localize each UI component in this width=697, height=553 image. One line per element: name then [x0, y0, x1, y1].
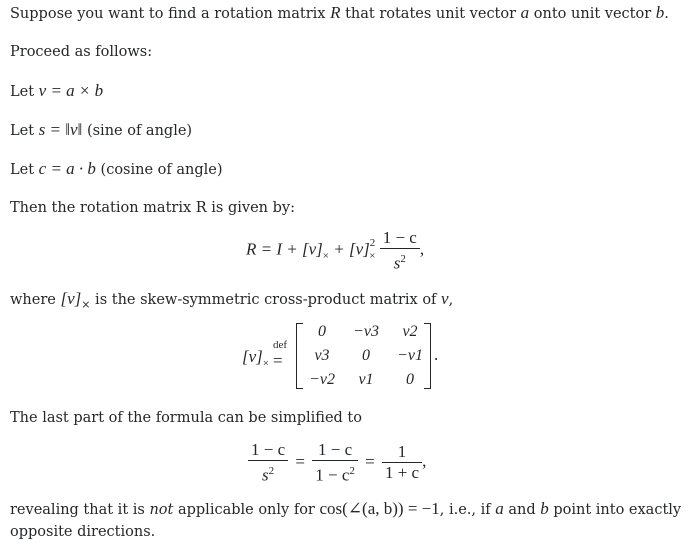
matrix-cell: 0: [318, 323, 326, 340]
intro-line: Suppose you want to find a rotation matrix R that rotates unit vector a onto unit vector b.: [10, 3, 669, 22]
let-s-line: Let s = ‖v‖ (sine of angle): [10, 120, 193, 139]
where-line: where $[v]_\times$ is the skew-symmetric cross-product matrix of v,: [10, 289, 454, 311]
def-equals: =: [273, 351, 283, 370]
simplified-line: The last part of the formula can be simplified to: [10, 410, 362, 426]
def-label: def: [273, 339, 288, 351]
proceed-line: Proceed as follows:: [10, 44, 153, 60]
matrix-cell: 0: [362, 347, 370, 364]
matrix-cell: v3: [314, 347, 330, 364]
matrix-cell: −v1: [397, 347, 423, 364]
matrix-cell: −v3: [353, 323, 379, 340]
rotation-formula: $R = I + [v]_\times + [v]^2_\times$ $\frac{1 - c}{s^2}$ ,: [246, 228, 425, 273]
let-v-line: Let v = a × b: [10, 81, 104, 100]
rotation-fraction: $\frac{1 - c}{s^2}$: [380, 228, 420, 274]
matrix-cell: −v2: [309, 371, 335, 388]
cross-matrix-lhs: $[v]_\times$: [242, 347, 269, 370]
simplification-formula: $\frac{1 - c}{s^2}$ = $\frac{1 - c}{1 - c^2}$ = $\frac{1}{1 + c}$ ,: [248, 440, 426, 486]
matrix-right-bracket: [424, 323, 431, 389]
let-c-line: Let c = a · b (cosine of angle): [10, 159, 223, 178]
matrix-cell: v2: [402, 323, 418, 340]
matrix-cell: 0: [406, 371, 414, 388]
revealing-line: revealing that it is not applicable only for cos(∠(a, b)) = −1, i.e., if a and b point into exactly: [10, 499, 682, 518]
matrix-period: .: [434, 345, 439, 364]
then-line: Then the rotation matrix R is given by:: [10, 200, 295, 216]
matrix-cell: v1: [358, 371, 374, 388]
opposite-line: opposite directions.: [10, 524, 156, 540]
cross-product-matrix: [302, 320, 430, 392]
